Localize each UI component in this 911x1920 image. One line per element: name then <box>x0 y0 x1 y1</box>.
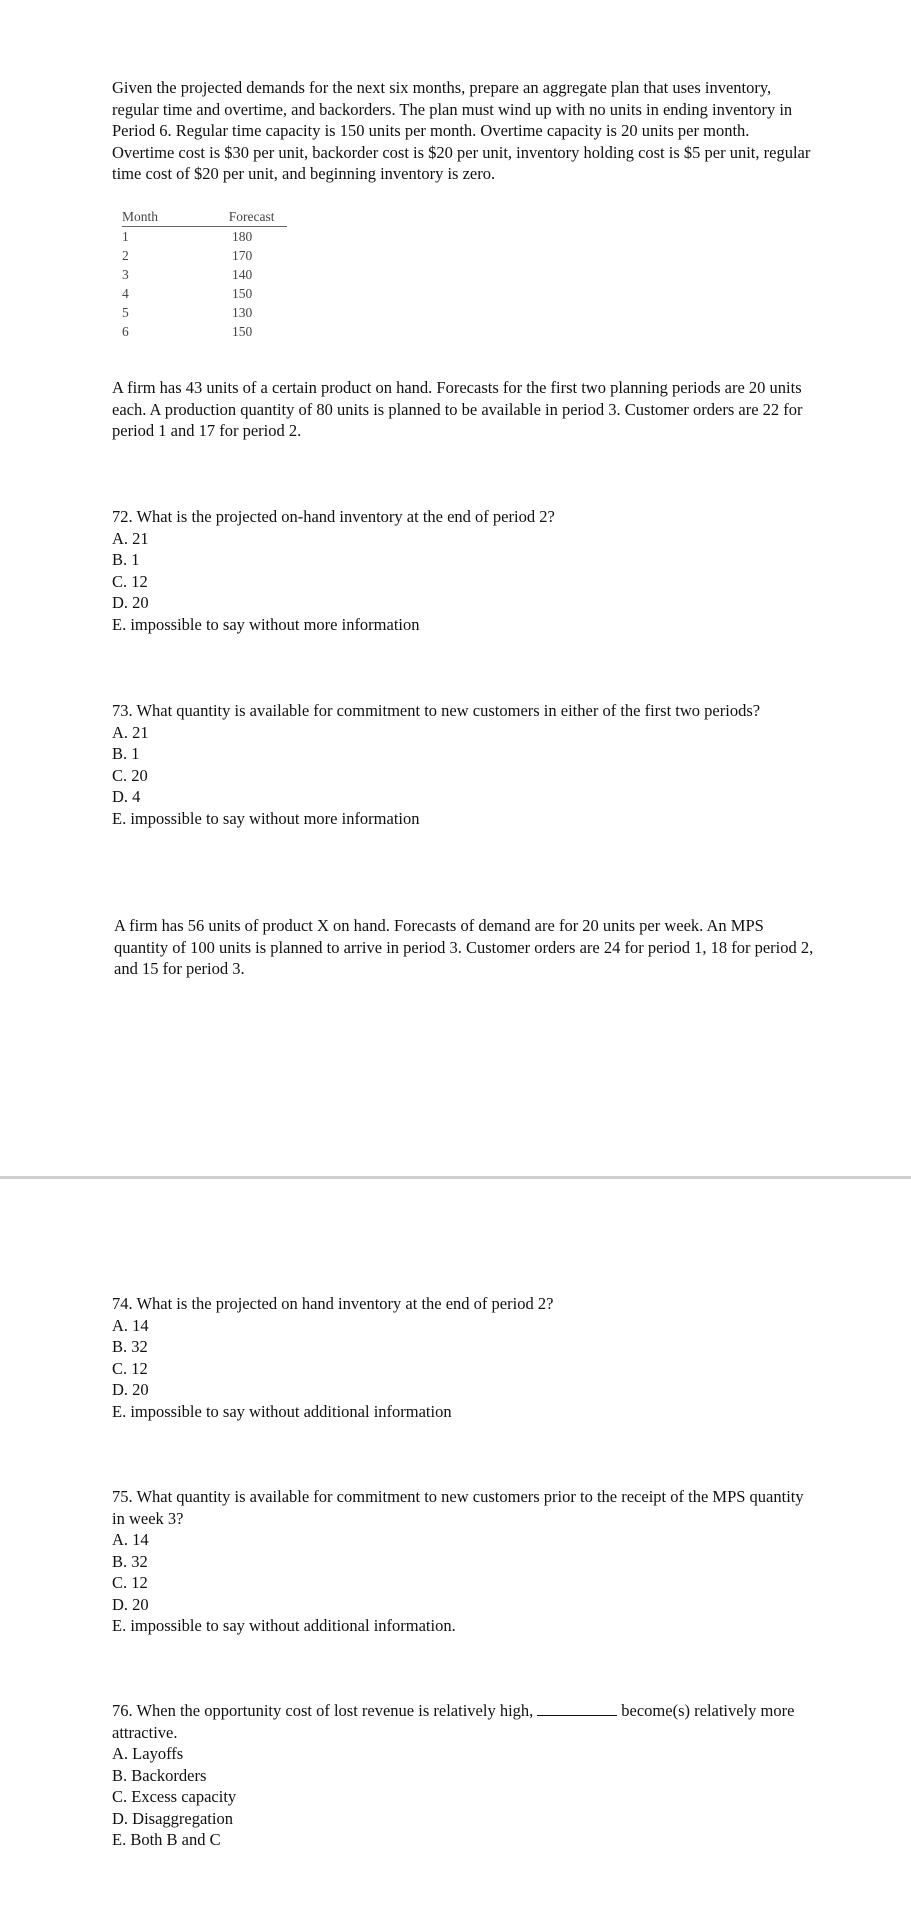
aggregate-problem <box>112 77 812 185</box>
question-72 <box>112 506 812 635</box>
firm43-problem <box>112 377 812 442</box>
q73-option-b[interactable]: B. 1 <box>112 744 140 763</box>
aggregate-problem-text: Given the projected demands for the next six months, prepare an aggregate plan that uses inventory, regular time and overtime, and backorders. The plan must wind up with no units in ending inventory in Period 6. Regular time capacity is 150 units per month. Overtime capacity is 20 units per month. Overtime cost is $30 per unit, backorder cost is $20 per unit, inventory holding cost is $5 per unit, regular time cost of $20 per unit, and beginning inventory is zero. <box>112 78 811 183</box>
page-divider <box>0 1176 911 1179</box>
table-cell: 3 <box>122 267 129 282</box>
q74-option-e[interactable]: E. impossible to say without additional information <box>112 1401 452 1421</box>
table-cell: 4 <box>122 286 129 301</box>
table-row <box>122 265 292 284</box>
q72-option-c[interactable]: C. 12 <box>112 571 148 591</box>
firm56-problem-text: A firm has 56 units of product X on hand. Forecasts of demand are for 20 units per week. An MPS quantity of 100 units is planned to arrive in period 3. Customer orders are 24 for period 1, 18 for period 2, and 15 for period 3. <box>114 916 814 978</box>
table-cell: 5 <box>122 305 129 320</box>
table-cell: 140 <box>232 267 253 282</box>
question-73-text: 73. What quantity is available for commitment to new customers in either of the first two periods? <box>112 701 761 720</box>
table-cell: 150 <box>232 324 253 339</box>
q72-option-e[interactable]: E. impossible to say without more information <box>112 614 420 634</box>
table-row <box>122 303 292 322</box>
q76-option-c[interactable]: C. Excess capacity <box>112 1787 237 1806</box>
table-cell: 2 <box>122 248 129 263</box>
table-row <box>122 322 292 341</box>
question-74-text: 74. What is the projected on hand inventory at the end of period 2? <box>112 1294 554 1313</box>
q72-option-a[interactable]: A. 21 <box>112 528 149 548</box>
q73-option-c[interactable]: C. 20 <box>112 765 148 785</box>
question-76-text <box>112 1700 812 1743</box>
question-76-text-end: become(s) relatively more attractive. <box>112 1701 795 1742</box>
question-75 <box>112 1486 812 1637</box>
q74-option-d[interactable]: D. 20 <box>112 1380 149 1399</box>
question-76-text-start: 76. When the opportunity cost of lost revenue is relatively high, <box>112 1701 534 1720</box>
question-73 <box>112 700 812 829</box>
firm43-problem-text: A firm has 43 units of a certain product on hand. Forecasts for the first two planning periods are 20 units each. A production quantity of 80 units is planned to be available in period 3. Customer orders are 22 for period 1 and 17 for period 2. <box>112 378 803 440</box>
table-row <box>122 227 292 246</box>
q74-option-a[interactable]: A. 14 <box>112 1315 149 1335</box>
table-cell: 150 <box>232 286 253 301</box>
table-cell: 1 <box>122 229 129 244</box>
table-cell: 6 <box>122 324 129 339</box>
forecast-table <box>122 207 292 341</box>
question-76 <box>112 1700 812 1851</box>
table-cell: 130 <box>232 305 253 320</box>
q75-option-e[interactable]: E. impossible to say without additional information. <box>112 1616 456 1635</box>
q73-option-a[interactable]: A. 21 <box>112 722 149 742</box>
q75-option-d[interactable]: D. 20 <box>112 1594 149 1614</box>
question-74 <box>112 1293 812 1422</box>
question-72-text: 72. What is the projected on-hand inventory at the end of period 2? <box>112 507 555 526</box>
q76-option-b[interactable]: B. Backorders <box>112 1765 207 1785</box>
q72-option-d[interactable]: D. 20 <box>112 593 149 612</box>
q75-option-a[interactable]: A. 14 <box>112 1530 149 1549</box>
question-75-text: 75. What quantity is available for commitment to new customers prior to the receipt of the MPS quantity in week 3? <box>112 1487 804 1528</box>
q76-option-a[interactable]: A. Layoffs <box>112 1744 184 1763</box>
q73-option-e[interactable]: E. impossible to say without more information <box>112 808 420 828</box>
firm56-problem <box>114 915 814 980</box>
header-month: Month <box>122 209 159 224</box>
q72-option-b[interactable]: B. 1 <box>112 550 140 569</box>
q76-option-e[interactable]: E. Both B and C <box>112 1830 221 1849</box>
forecast-table-header <box>122 207 287 227</box>
q73-option-d[interactable]: D. 4 <box>112 787 141 806</box>
q76-option-d[interactable]: D. Disaggregation <box>112 1808 233 1828</box>
fill-in-blank <box>537 1701 617 1716</box>
table-cell: 170 <box>232 248 253 263</box>
table-row <box>122 246 292 265</box>
q74-option-c[interactable]: C. 12 <box>112 1358 148 1378</box>
q74-option-b[interactable]: B. 32 <box>112 1337 148 1356</box>
header-forecast: Forecast <box>228 209 275 224</box>
table-cell: 180 <box>232 229 253 244</box>
q75-option-b[interactable]: B. 32 <box>112 1551 148 1571</box>
table-row <box>122 284 292 303</box>
q75-option-c[interactable]: C. 12 <box>112 1573 148 1592</box>
